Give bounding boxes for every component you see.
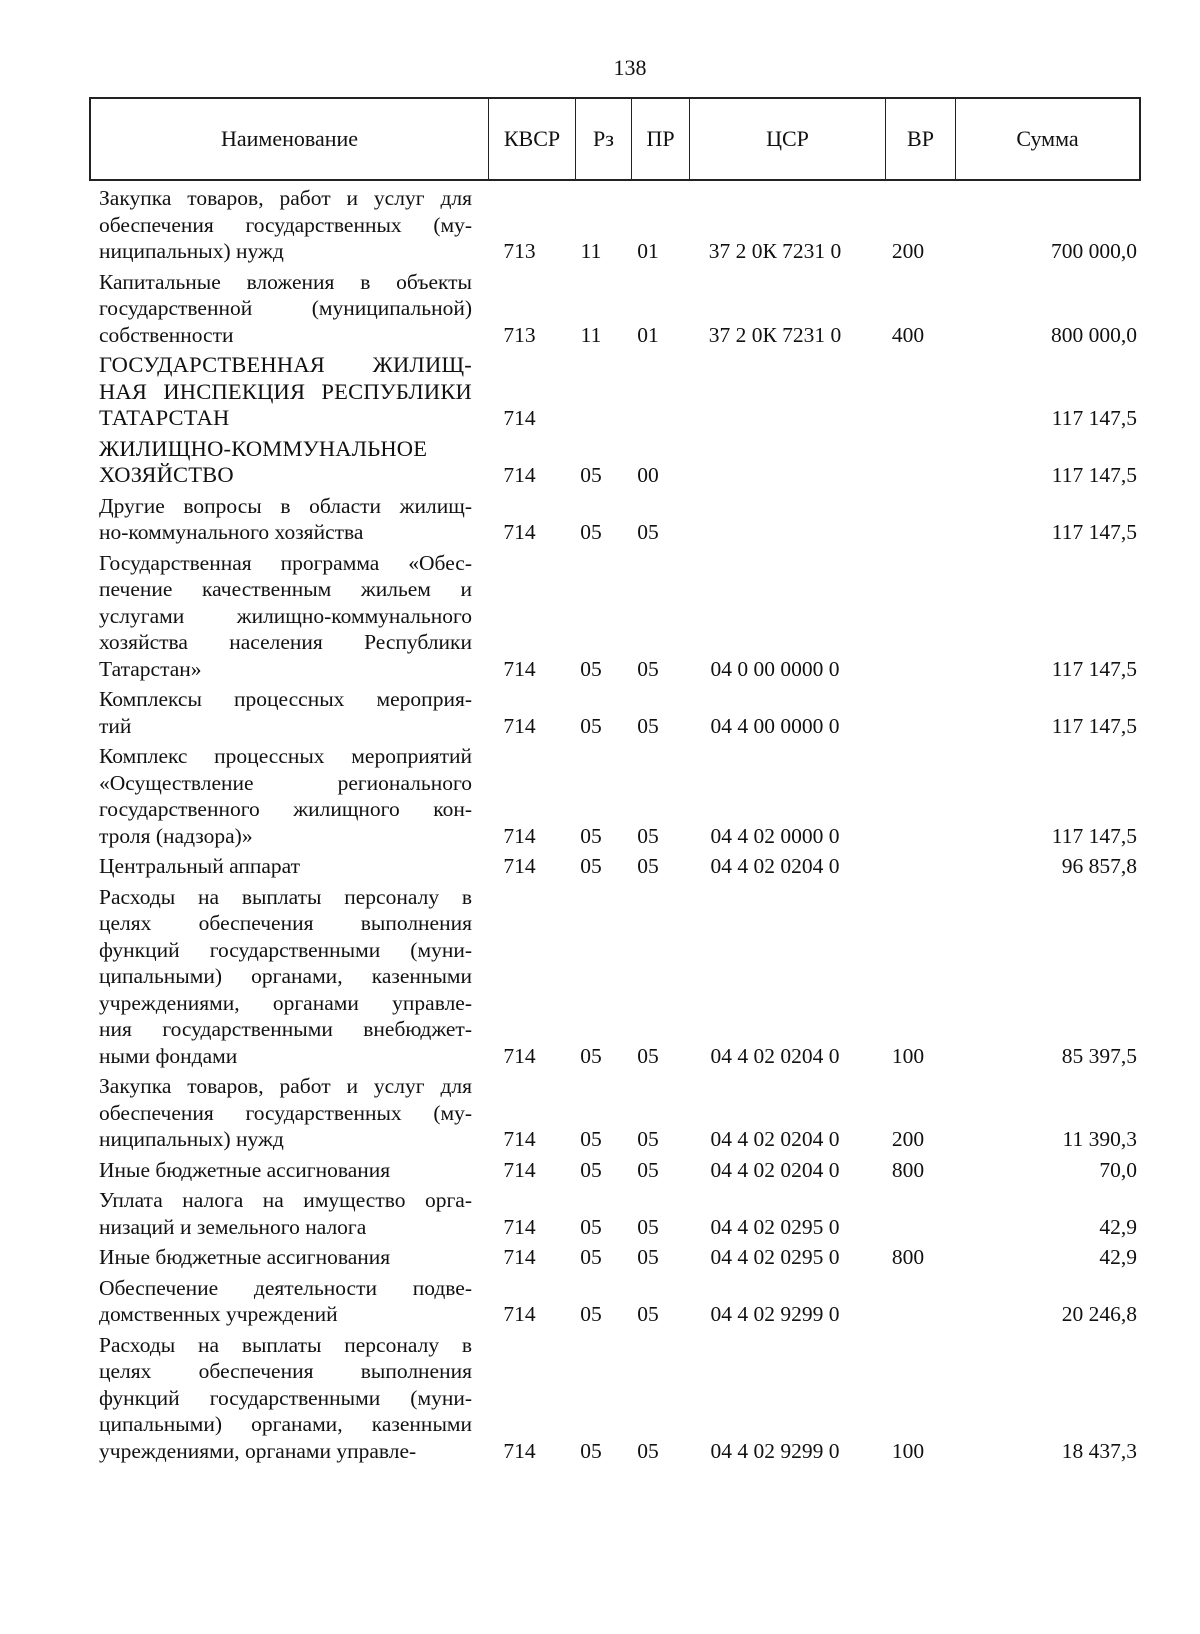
table-row: [99, 1153, 1139, 1184]
cell-rz: 05: [580, 1438, 602, 1463]
table-row: [99, 489, 1139, 546]
table-body: [99, 181, 1139, 1464]
row-name-line: ными фондами: [99, 1043, 238, 1068]
cell-csr: 04 4 02 9299 0: [710, 1438, 840, 1463]
cell-kvsr: 714: [503, 1157, 536, 1182]
row-name-line: домственных учреждений: [99, 1302, 338, 1326]
cell-pr: 05: [637, 1302, 659, 1326]
cell-sum: 117 147,5: [1051, 656, 1137, 681]
cell-rz: 05: [580, 463, 602, 487]
row-name-line: государственной (муниципальной): [99, 296, 472, 320]
cell-rz: 11: [580, 239, 602, 263]
row-name: [99, 269, 476, 349]
header-pr: ПР: [631, 99, 689, 179]
cell-vr: 200: [891, 1127, 925, 1151]
row-name-line: ниципальных) нужд: [99, 1127, 284, 1151]
cell-vr: 100: [891, 1043, 925, 1068]
row-name-line: функций государственными (муни-: [99, 1385, 472, 1410]
row-name-line: ципальными) органами, казенными: [99, 964, 472, 988]
table-row: [99, 1271, 1139, 1328]
header-kvsr: КВСР: [488, 99, 575, 179]
cell-sum: 70,0: [1099, 1157, 1137, 1182]
header-rz: Рз: [575, 99, 631, 179]
table-row: [99, 546, 1139, 683]
row-name-line: обеспечения государственных (му-: [99, 1100, 472, 1125]
cell-pr: 05: [637, 1127, 659, 1151]
row-name: [99, 185, 476, 265]
cell-sum: 42,9: [1099, 1245, 1137, 1269]
cell-csr: 04 4 02 0295 0: [710, 1245, 840, 1269]
cell-rz: 05: [580, 1127, 602, 1151]
row-name: [99, 550, 476, 683]
table-header: [89, 97, 1141, 181]
row-name-line: Государственная программа «Обес-: [99, 550, 472, 575]
table-row: [99, 1328, 1139, 1465]
row-name-line: Иные бюджетные ассигнования: [99, 1245, 391, 1269]
cell-rz: 05: [580, 823, 602, 848]
cell-rz: 05: [580, 1245, 602, 1269]
table-row: [99, 1183, 1139, 1240]
cell-sum: 96 857,8: [1061, 854, 1137, 878]
row-name: [99, 1275, 476, 1328]
row-name-line: функций государственными (муни-: [99, 937, 472, 962]
row-name-line: учреждениями, органами управле-: [99, 990, 472, 1015]
row-name-line: троля (надзора)»: [99, 823, 253, 848]
row-name-line: целях обеспечения выполнения: [99, 911, 472, 935]
cell-rz: 05: [580, 1302, 602, 1326]
row-name-line: государственного жилищного кон-: [99, 797, 472, 821]
cell-pr: 00: [637, 463, 659, 487]
cell-kvsr: 714: [503, 520, 536, 544]
row-name-line: Иные бюджетные ассигнования: [99, 1157, 391, 1182]
cell-sum: 117 147,5: [1051, 713, 1137, 738]
cell-csr: 04 4 02 0295 0: [710, 1214, 840, 1239]
cell-kvsr: 714: [503, 656, 536, 681]
header-name: Наименование: [220, 126, 359, 151]
row-name: [99, 1332, 476, 1465]
row-name: [99, 884, 476, 1070]
cell-vr: 800: [891, 1245, 925, 1269]
row-name-line: «Осуществление регионального: [99, 770, 472, 795]
cell-pr: 05: [637, 713, 659, 738]
row-name: [99, 1157, 476, 1184]
header-vr: ВР: [885, 99, 955, 179]
page-number: 138: [613, 55, 647, 80]
row-name: [99, 743, 476, 849]
cell-pr: 05: [637, 1438, 659, 1463]
cell-rz: 05: [580, 656, 602, 681]
cell-kvsr: 714: [503, 823, 536, 848]
row-name-line: собственности: [99, 322, 234, 347]
cell-rz: 11: [580, 322, 602, 347]
row-name-line: Татарстан»: [99, 656, 202, 681]
row-name-line: ния государственными внебюджет-: [99, 1017, 472, 1041]
cell-sum: 11 390,3: [1062, 1127, 1137, 1151]
row-name-line: обеспечения государственных (му-: [99, 212, 472, 237]
row-name-line: ТАТАРСТАН: [99, 405, 230, 430]
cell-csr: 04 4 02 0000 0: [710, 823, 840, 848]
cell-csr: 04 4 00 0000 0: [710, 713, 840, 738]
cell-pr: 01: [637, 322, 659, 347]
header-csr: ЦСР: [689, 99, 885, 179]
cell-pr: 05: [637, 520, 659, 544]
cell-kvsr: 714: [503, 1438, 536, 1463]
row-name-line: ГОСУДАРСТВЕННАЯ ЖИЛИЩ-: [99, 352, 472, 377]
cell-sum: 117 147,5: [1051, 463, 1137, 487]
table-row: [99, 880, 1139, 1070]
cell-sum: 20 246,8: [1061, 1302, 1137, 1326]
row-name-line: тий: [99, 713, 132, 738]
cell-csr: 37 2 0К 7231 0: [708, 239, 842, 263]
row-name: [99, 352, 476, 432]
cell-csr: 04 4 02 0204 0: [710, 1127, 840, 1151]
row-name: [99, 853, 476, 880]
row-name-line: ХОЗЯЙСТВО: [99, 462, 234, 487]
cell-kvsr: 714: [503, 1245, 536, 1269]
row-name-line: Расходы на выплаты персоналу в: [99, 1332, 472, 1357]
cell-sum: 117 147,5: [1051, 406, 1137, 430]
cell-rz: 05: [580, 713, 602, 738]
cell-vr: 400: [891, 322, 925, 347]
table-row: [99, 181, 1139, 265]
table-row: [99, 1069, 1139, 1153]
row-name-line: НАЯ ИНСПЕКЦИЯ РЕСПУБЛИКИ: [99, 378, 472, 404]
cell-rz: 05: [580, 1214, 602, 1239]
row-name-line: целях обеспечения выполнения: [99, 1359, 472, 1383]
row-name: [99, 1244, 476, 1271]
cell-kvsr: 714: [503, 713, 536, 738]
cell-kvsr: 714: [503, 1302, 536, 1326]
row-name-line: Другие вопросы в области жилищ-: [99, 493, 472, 518]
row-name-line: хозяйства населения Республики: [99, 630, 472, 654]
row-name-line: Закупка товаров, работ и услуг для: [99, 186, 472, 210]
row-name-line: Капитальные вложения в объекты: [99, 269, 472, 294]
row-name: [99, 436, 476, 489]
cell-pr: 05: [637, 1214, 659, 1239]
cell-csr: 04 4 02 0204 0: [710, 1157, 840, 1182]
cell-kvsr: 714: [503, 1214, 536, 1239]
table-row: [99, 682, 1139, 739]
row-name-line: Уплата налога на имущество орга-: [99, 1188, 472, 1212]
row-name-line: ЖИЛИЩНО-КОММУНАЛЬНОЕ: [99, 435, 428, 461]
row-name: [99, 1073, 476, 1153]
cell-pr: 01: [637, 239, 659, 263]
table-row: [99, 432, 1139, 489]
cell-kvsr: 714: [503, 1127, 536, 1151]
row-name-line: ципальными) органами, казенными: [99, 1412, 472, 1436]
cell-sum: 800 000,0: [1051, 322, 1137, 347]
cell-csr: 04 0 00 0000 0: [710, 656, 840, 681]
row-name-line: Комплексы процессных мероприя-: [99, 687, 472, 711]
cell-kvsr: 713: [503, 322, 536, 347]
cell-pr: 05: [637, 1043, 659, 1068]
cell-sum: 117 147,5: [1051, 823, 1137, 848]
cell-rz: 05: [580, 1157, 602, 1182]
table-row: [99, 348, 1139, 432]
cell-sum: 42,9: [1099, 1214, 1137, 1239]
cell-sum: 117 147,5: [1051, 520, 1137, 544]
cell-csr: 37 2 0К 7231 0: [708, 322, 842, 347]
cell-vr: 100: [891, 1438, 925, 1463]
row-name-line: но-коммунального хозяйства: [99, 520, 364, 544]
table-row: [99, 1240, 1139, 1271]
header-sum: Сумма: [955, 99, 1139, 179]
table-row: [99, 739, 1139, 849]
row-name-line: Обеспечение деятельности подве-: [99, 1275, 472, 1300]
row-name: [99, 686, 476, 739]
row-name-line: Комплекс процессных мероприятий: [99, 744, 472, 768]
cell-kvsr: 714: [503, 854, 536, 878]
cell-pr: 05: [637, 823, 659, 848]
cell-pr: 05: [637, 854, 659, 878]
row-name-line: Расходы на выплаты персоналу в: [99, 884, 472, 909]
row-name-line: печение качественным жильем и: [99, 577, 472, 601]
row-name-line: ниципальных) нужд: [99, 239, 284, 263]
cell-sum: 700 000,0: [1051, 239, 1137, 263]
cell-sum: 18 437,3: [1061, 1438, 1137, 1463]
cell-pr: 05: [637, 1245, 659, 1269]
cell-kvsr: 714: [503, 1043, 536, 1068]
row-name: [99, 1187, 476, 1240]
row-name-line: услугами жилищно-коммунального: [99, 603, 472, 628]
table-row: [99, 849, 1139, 880]
cell-pr: 05: [637, 1157, 659, 1182]
cell-rz: 05: [580, 854, 602, 878]
table-row: [99, 265, 1139, 349]
row-name-line: низаций и земельного налога: [99, 1214, 367, 1239]
cell-pr: 05: [637, 656, 659, 681]
cell-csr: 04 4 02 0204 0: [710, 1043, 840, 1068]
row-name: [99, 493, 476, 546]
row-name-line: Закупка товаров, работ и услуг для: [99, 1074, 472, 1098]
row-name-line: учреждениями, органами управле-: [99, 1438, 417, 1463]
cell-vr: 800: [891, 1157, 925, 1182]
cell-kvsr: 714: [503, 463, 536, 487]
cell-kvsr: 714: [503, 406, 536, 430]
cell-rz: 05: [580, 1043, 602, 1068]
row-name-line: Центральный аппарат: [99, 854, 301, 878]
cell-vr: 200: [891, 239, 925, 263]
cell-sum: 85 397,5: [1061, 1043, 1137, 1068]
cell-kvsr: 713: [503, 239, 536, 263]
cell-rz: 05: [580, 520, 602, 544]
cell-csr: 04 4 02 0204 0: [710, 854, 840, 878]
cell-csr: 04 4 02 9299 0: [710, 1302, 840, 1326]
